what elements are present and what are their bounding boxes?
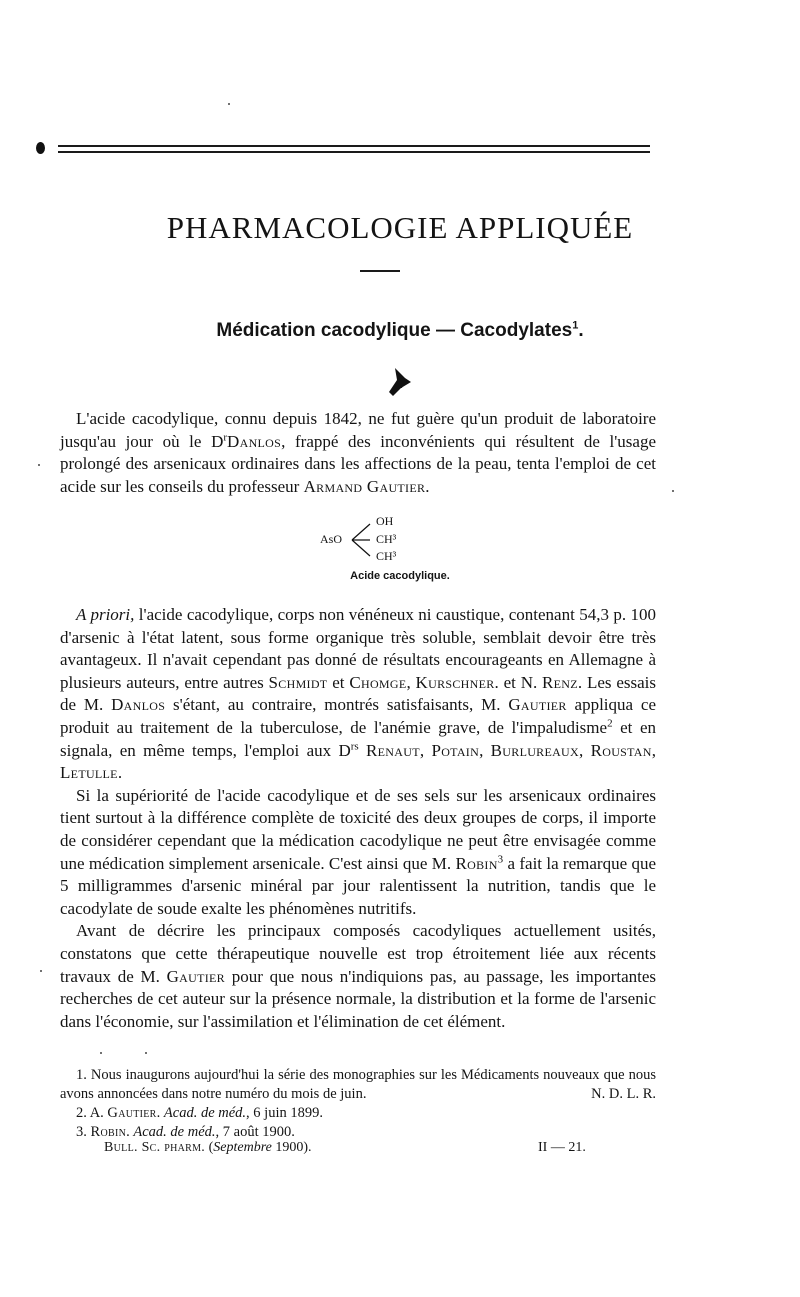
formula-bonds — [350, 520, 374, 560]
footnote-2: 2. A. Gautier. Acad. de méd., 6 juin 1899. — [76, 1105, 323, 1121]
footnotes — [60, 1066, 656, 1142]
formula-ch3-a: CH³ — [376, 532, 397, 546]
formula-aso: AsO — [320, 532, 343, 546]
paragraph-3: Si la supériorité de l'acide cacodylique et de ses sels sur les arsenicaux ordinaires tient surtout à la différence complète de toxicité des deux groupes de corps, il importe de considérer cependant que la médication cacodylique ne peut être envisagée comme une médication simplement arsenicale. C'est ainsi que M. Robin$^3$ a fait la remarque que 5 milligrammes d'arsenic minéral par jour ralentissent la nutrition, tandis que le cacodylate de soude exalte les phénomènes nutritifs. — [60, 785, 656, 918]
title-underline — [360, 270, 400, 272]
paragraph-2: A priori, l'acide cacodylique, corps non vénéneux ni caustique, contenant 54,3 p. 100 d'arsenic à l'état latent, sous forme organique très soluble, semblait devoir être très avantageux. Il n'avait cependant pas donné de résultats encourageants en Allemagne à plusieurs auteurs, entre autres Schmidt et Chomge, Kurschner. et N. Renz. Les essais de M. Danlos s'étant, au contraire, montrés satisfaisants, M. Gautier appliqua ce produit au traitement de la tuberculose, de l'anémie grave, de l'impaludisme$^2$ et en signala, en même temps, l'emploi aux D$^{rs}$ Renaut, Potain, Burlureaux, Roustan, Letulle. — [60, 605, 657, 783]
article-subtitle: Médication cacodylique — Cacodylates$^1$. — [216, 319, 584, 341]
speck — [228, 103, 230, 105]
top-rule-upper — [58, 145, 650, 147]
top-rule-lower — [58, 151, 650, 153]
footer-journal: Bull. Sc. pharm. (Septembre 1900). — [104, 1140, 312, 1155]
speck — [145, 1052, 147, 1054]
speck — [672, 490, 674, 492]
footer-page-number: II — 21. — [538, 1140, 586, 1155]
speck — [38, 464, 40, 466]
author-danlos: Danlos — [227, 431, 282, 451]
formula-oh: OH — [376, 514, 394, 528]
body-text — [60, 604, 656, 1033]
footnote-3: 3. Robin. Acad. de méd., 7 août 1900. — [76, 1124, 295, 1140]
author-armand-gautier: Armand Gautier — [303, 476, 426, 496]
speck — [40, 970, 42, 972]
formula-ch3-b: CH³ — [376, 549, 397, 563]
cacodylic-acid-formula — [320, 512, 440, 562]
ink-blot-icon — [385, 362, 415, 400]
paragraph-4: Avant de décrire les principaux composés cacodyliques actuellement usités, constatons que cette thérapeutique nouvelle est trop étroitement liée aux récents travaux de M. Gautier pour que nous n'indiquions pas, au passage, les importantes recherches de cet auteur sur la présence normale, la distribution et la forme de l'arsenic dans l'économie, sur l'assimilation et l'élimination de cet élément. — [60, 921, 657, 1031]
speck — [100, 1052, 102, 1054]
page-title: PHARMACOLOGIE APPLIQUÉE — [166, 210, 634, 245]
page-bullet — [36, 142, 45, 154]
footnote-1: 1. Nous inaugurons aujourd'hui la série des monographies sur les Médicaments nouveaux que nous avons annoncées dans notre numéro du mois de juin. N. D. L. R. — [60, 1067, 656, 1102]
paragraph-1: L'acide cacodylique, connu depuis 1842, ne fut guère qu'un produit de laboratoire jusqu'au jour où le D$^r$Danlos, frappé des inconvénients qui résultent de l'usage prolongé des arsenicaux ordinaires dans les affections de la peau, tenta l'emploi de cet acide sur les conseils du professeur Armand Gautier. — [60, 409, 656, 496]
formula-caption: Acide cacodylique. — [350, 570, 450, 582]
